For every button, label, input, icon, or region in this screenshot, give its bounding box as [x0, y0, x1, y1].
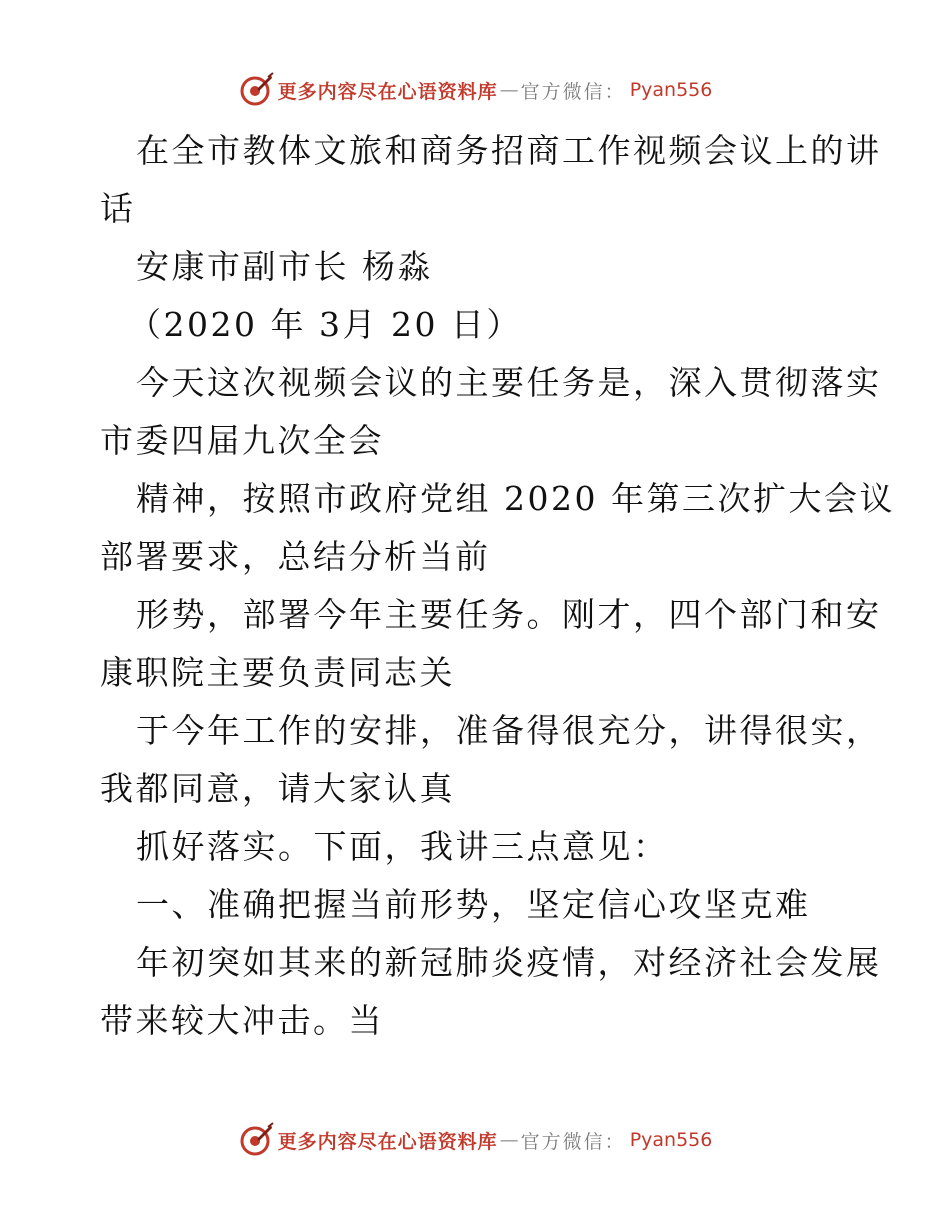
- paragraph-line: 我都同意，请大家认真: [100, 769, 455, 808]
- section-heading: 一、准确把握当前形势，坚定信心攻坚克难: [136, 885, 811, 924]
- paragraph-line: 今天这次视频会议的主要任务是，深入贯彻落实: [136, 363, 882, 402]
- paragraph-line: 抓好落实。下面，我讲三点意见：: [136, 827, 669, 866]
- paragraph-line: 部署要求，总结分析当前: [100, 537, 491, 576]
- banner-brand-text: 更多内容尽在心语资料库: [277, 1130, 498, 1153]
- banner-dash: —: [499, 79, 519, 101]
- document-body: [100, 122, 895, 1050]
- paragraph-line: 市委四届九次全会: [100, 421, 384, 460]
- paragraph-line: 形势，部署今年主要任务。刚才，四个部门和安: [136, 595, 882, 634]
- header-banner: [0, 70, 950, 110]
- date-line: （2020 年 3月 20 日）: [128, 305, 522, 344]
- footer-banner: [0, 1120, 950, 1160]
- banner-wechat-id: Pyan556: [629, 1129, 713, 1151]
- banner-brand-text: 更多内容尽在心语资料库: [277, 80, 498, 103]
- paragraph-line: 康职院主要负责同志关: [100, 653, 455, 692]
- paragraph-line: 于今年工作的安排，准备得很充分，讲得很实，: [136, 711, 882, 750]
- speaker-line: 安康市副市长 杨淼: [136, 247, 433, 286]
- paragraph-line: 带来较大冲击。当: [100, 1001, 384, 1040]
- paragraph-line: 精神，按照市政府党组 2020 年第三次扩大会议: [136, 479, 895, 518]
- banner-wechat-id: Pyan556: [629, 79, 713, 101]
- document-title-line-1: 在全市教体文旅和商务招商工作视频会议上的讲: [136, 131, 882, 170]
- banner-official-label: 官方微信：: [520, 80, 626, 103]
- banner-dash: —: [499, 1129, 519, 1151]
- paragraph-line: 年初突如其来的新冠肺炎疫情，对经济社会发展: [136, 943, 882, 982]
- quill-pen-circle-icon: [238, 72, 274, 108]
- document-title-line-2: 话: [100, 189, 136, 228]
- banner-official-label: 官方微信：: [520, 1130, 626, 1153]
- quill-pen-circle-icon: [238, 1122, 274, 1158]
